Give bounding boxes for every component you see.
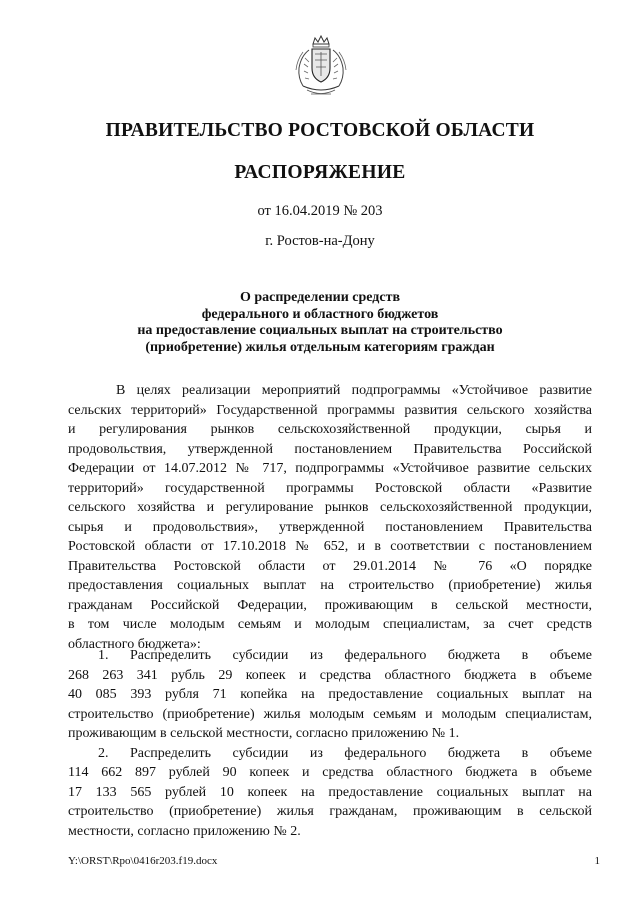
text-line: сельского хозяйства и регулирование рынков сельскохозяйственной продукции, bbox=[68, 500, 592, 515]
text-line: в том числе молодым семьям и молодым специалистам, за счет средств bbox=[68, 617, 592, 632]
resolution-items bbox=[68, 646, 592, 841]
text-line: В целях реализации мероприятий подпрограммы «Устойчивое развитие bbox=[116, 383, 592, 398]
text-line: и регулирования рынков сельскохозяйственной продукции, сырья и bbox=[68, 422, 592, 437]
subject-line: (приобретение) жилья отдельным категориям граждан bbox=[145, 339, 495, 355]
item-2-line: 17 133 565 рублей 10 копеек на предоставление социальных выплат на bbox=[68, 784, 592, 800]
text-line: продовольствия, утвержденной постановлением Правительства Российской bbox=[68, 441, 592, 457]
page-number: 1 bbox=[594, 855, 600, 867]
text-line: Ростовской области от 17.10.2018 № 652, и в соответствии с постановлением bbox=[68, 539, 592, 554]
item-2-line: 2. Распределить субсидии из федерального бюджета в объеме bbox=[98, 745, 592, 761]
text-line: предоставления социальных выплат на строительство (приобретение) жилья bbox=[68, 578, 592, 593]
rostov-oblast-coat-of-arms-icon bbox=[291, 34, 351, 102]
city-line: г. Ростов-на-Дону bbox=[265, 233, 375, 249]
item-1-line: проживающим в сельской местности, согласно приложению № 1. bbox=[68, 726, 460, 741]
text-line: сырья и продовольствия», утвержденной постановлением Правительства bbox=[68, 519, 592, 535]
item-1-line: 268 263 341 рубль 29 копеек и средства областного бюджета в объеме bbox=[68, 667, 592, 683]
subject-line: на предоставление социальных выплат на строительство bbox=[137, 323, 503, 338]
text-line: областного бюджета»: bbox=[68, 636, 201, 652]
date-and-number: от 16.04.2019 № 203 bbox=[257, 203, 383, 219]
text-line: территорий» государственной программы Ростовской области «Развитие bbox=[68, 480, 592, 496]
item-2-line: 114 662 897 рублей 90 копеек и средства областного бюджета в объеме bbox=[68, 765, 592, 780]
preamble-paragraph bbox=[68, 381, 592, 654]
text-line: сельских территорий» Государственной программы развития сельского хозяйства bbox=[68, 402, 592, 418]
item-2-line: строительство (приобретение) жилья гражданам, проживающим в сельской bbox=[68, 804, 592, 819]
item-2-line: местности, согласно приложению № 2. bbox=[68, 823, 301, 839]
item-1-line: 1. Распределить субсидии из федерального бюджета в объеме bbox=[98, 648, 592, 663]
item-1-line: 40 085 393 рубля 71 копейка на предоставление социальных выплат на bbox=[68, 687, 592, 702]
text-line: Правительства Ростовской области от 29.01.2014 № 76 «О порядке bbox=[68, 558, 592, 574]
subject-line: О распределении средств bbox=[239, 290, 401, 305]
government-title: ПРАВИТЕЛЬСТВО РОСТОВСКОЙ ОБЛАСТИ bbox=[105, 120, 535, 141]
document-subject bbox=[60, 290, 580, 356]
document-type: РАСПОРЯЖЕНИЕ bbox=[234, 162, 406, 183]
text-line: гражданам Российской Федерации, проживающим в сельской местности, bbox=[68, 597, 592, 613]
text-line: Федерации от 14.07.2012 № 717, подпрограммы «Устойчивое развитие сельских bbox=[68, 461, 592, 476]
item-1-line: строительство (приобретение) жилья молодым семьям и молодым специалистам, bbox=[68, 706, 592, 722]
subject-line: федерального и областного бюджетов bbox=[201, 306, 439, 322]
file-path: Y:\ORST\Rpo\0416r203.f19.docx bbox=[68, 855, 218, 867]
